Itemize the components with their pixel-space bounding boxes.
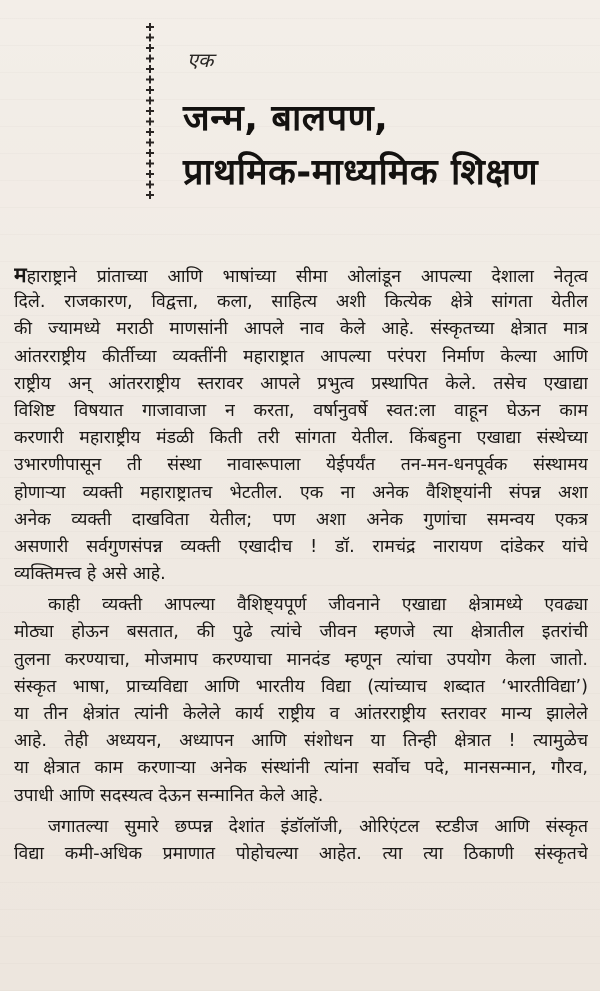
- paragraph-1-line: उभारणीपासून ती संस्था नावारूपाला येईपर्यंत तन-मन-धनपूर्वक संस्थामय: [14, 455, 588, 476]
- paragraph-2-line: मोठ्या होऊन बसतात, की पुढे त्यांचे जीवन म्हणजे त्या क्षेत्रातील इतरांची: [14, 622, 588, 643]
- paragraph-1-line: आंतरराष्ट्रीय कीर्तीच्या व्यक्तींनी महाराष्ट्रात आपल्या परंपरा निर्माण केल्या आणि: [14, 346, 588, 367]
- chapter-title-line-2: प्राथमिक-माध्यमिक शिक्षण: [183, 152, 539, 193]
- paragraph-1-line: की ज्यामध्ये मराठी माणसांनी आपले नाव केले आहे. संस्कृतच्या क्षेत्रात मात्र: [14, 319, 588, 340]
- paragraph-1-line: अनेक व्यक्ती दाखविता येतील; पण अशा अनेक गुणांचा समन्वय एकत्र: [14, 509, 588, 530]
- paragraph-1-line: असणारी सर्वगुणसंपन्न व्यक्ती एखादीच ! डॉ. रामचंद्र नारायण दांडेकर यांचे: [14, 536, 588, 557]
- chapter-body-text: [14, 262, 588, 868]
- chapter-title-line-1: जन्म, बालपण,: [183, 98, 389, 139]
- paragraph-1-line: विशिष्ट विषयात गाजावाजा न करता, वर्षानुवर्षे स्वत:ला वाहून घेऊन काम: [14, 400, 588, 421]
- paragraph-1-line: महाराष्ट्राने प्रांताच्या आणि भाषांच्या सीमा ओलांडून आपल्या देशाला नेतृत्व: [14, 263, 588, 287]
- drop-cap-letter: म: [14, 263, 27, 287]
- vertical-ornament-divider: [143, 22, 157, 200]
- paragraph-2-line: उपाधी आणि सदस्यत्व देऊन सन्मानित केले आहे.: [14, 785, 324, 806]
- chapter-number-word: एक: [187, 48, 214, 72]
- paragraph-2-line: काही व्यक्ती आपल्या वैशिष्ट्यपूर्ण जीवनाने एखाद्या क्षेत्रामध्ये एवढ्या: [48, 595, 588, 616]
- paragraph-1-line: राष्ट्रीय अन् आंतरराष्ट्रीय स्तरावर आपले प्रभुत्व प्रस्थापित केले. तसेच एखाद्या: [14, 373, 588, 394]
- paragraph-2-line: संस्कृत भाषा, प्राच्यविद्या आणि भारतीय विद्या (त्यांच्याच शब्दात ‘भारतीविद्या’): [14, 676, 588, 697]
- paragraph-1-line: करणारी महाराष्ट्रीय मंडळी किती तरी सांगता येतील. किंबहुना एखाद्या संस्थेच्या: [14, 428, 588, 449]
- paragraph-2-line: तुलना करण्याचा, मोजमाप करण्याचा मानदंड म्हणून त्यांचा उपयोग केला जातो.: [14, 649, 588, 670]
- paragraph-3-line: विद्या कमी-अधिक प्रमाणात पोहोचल्या आहेत. त्या त्या ठिकाणी संस्कृतचे: [14, 843, 588, 864]
- paragraph-2-line: या क्षेत्रात काम करणाऱ्या अनेक संस्थांनी त्यांना सर्वोच पदे, मानसन्मान, गौरव,: [14, 758, 588, 779]
- paragraph-2-line: आहे. तेही अध्ययन, अध्यापन आणि संशोधन या तिन्ही क्षेत्रात ! त्यामुळेच: [14, 731, 588, 752]
- paragraph-1-line: होणाऱ्या व्यक्ती महाराष्ट्रातच भेटतील. एक ना अनेक वैशिष्ट्यांनी संपन्न अशा: [14, 482, 588, 503]
- paragraph-1-line: दिले. राजकारण, विद्वत्ता, कला, साहित्य अशी कित्येक क्षेत्रे सांगता येतील: [14, 292, 588, 313]
- paragraph-2-line: या तीन क्षेत्रांत त्यांनी केलेले कार्य राष्ट्रीय व आंतरराष्ट्रीय स्तरावर मान्य झालेले: [14, 704, 588, 724]
- paragraph-3-line: जगातल्या सुमारे छप्पन्न देशांत इंडॉलॉजी, ओरिएंटल स्टडीज आणि संस्कृत: [48, 816, 588, 837]
- paragraph-1-line: व्यक्तिमत्त्व हे असे आहे.: [14, 564, 166, 585]
